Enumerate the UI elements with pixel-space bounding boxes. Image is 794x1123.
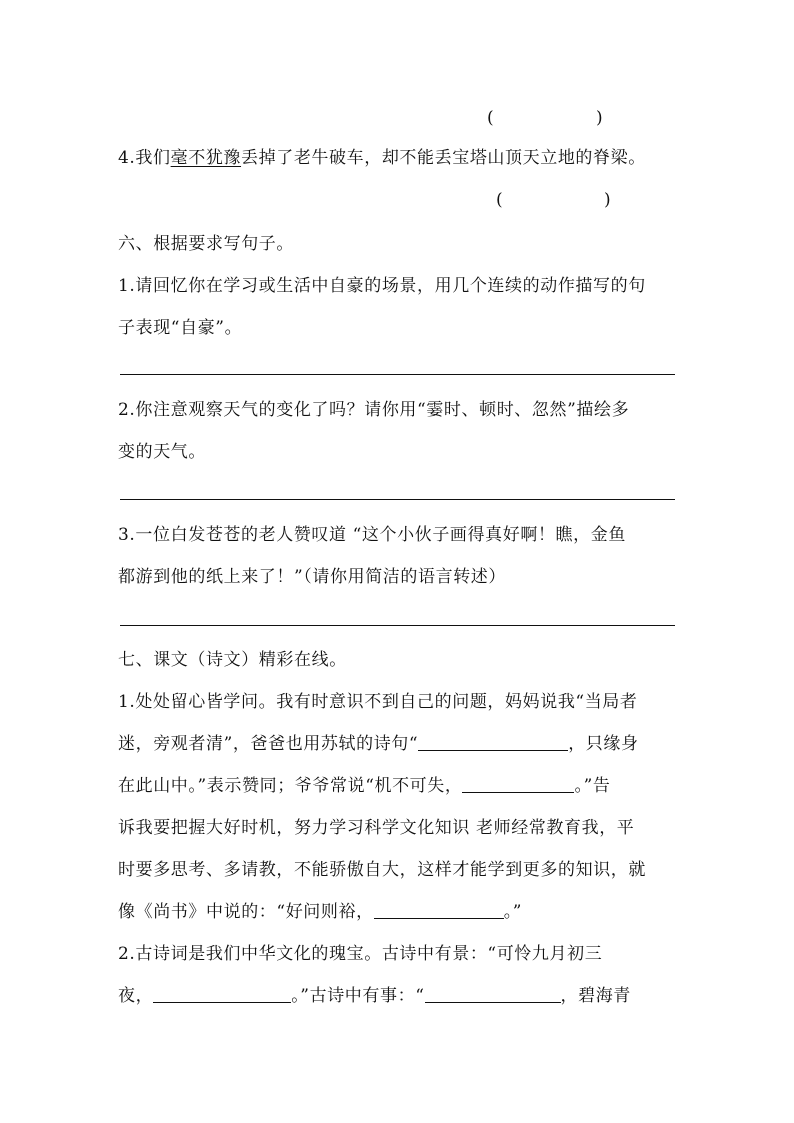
section-7-heading: 七、课文（诗文）精彩在线。	[118, 650, 347, 670]
answer-paren-open: (	[487, 108, 494, 128]
fill-blank[interactable]	[374, 902, 504, 919]
s7-p1-line4: 诉我要把握大好时机，努力学习科学文化知识 老师经常教育我，平	[118, 818, 635, 838]
question-4	[118, 148, 646, 168]
s6-item1-line2: 子表现“自豪”。	[118, 318, 243, 338]
s7-p2-line2-text-a: 夜，	[118, 986, 154, 1006]
s6-item3-line2: 都游到他的纸上来了！”（请你用简洁的语言转述）	[118, 567, 506, 587]
fill-blank[interactable]	[425, 986, 561, 1003]
s6-item1-line1: 1.请回忆你在学习或生活中自豪的场景，用几个连续的动作描写的句	[118, 276, 646, 296]
s7-p1-line6-text-b: 。”	[503, 902, 523, 922]
s7-p1-line2-text-b: ，只缘身	[568, 734, 639, 754]
fill-blank[interactable]	[153, 986, 291, 1003]
answer-paren-close: )	[604, 190, 611, 210]
s7-p2-line2-text-c: ，碧海青	[560, 986, 631, 1006]
question-4-suffix: 丢掉了老牛破车，却不能丢宝塔山顶天立地的脊梁。	[241, 148, 646, 168]
answer-paren-close: )	[596, 108, 603, 128]
underlined-phrase: 毫不犹豫	[170, 148, 242, 168]
s6-item2-line2: 变的天气。	[118, 442, 206, 462]
s7-p1-line3	[118, 776, 610, 796]
s7-p1-line1: 1.处处留心皆学问。我有时意识不到自己的问题，妈妈说我“当局者	[118, 692, 638, 712]
s7-p2-line2	[118, 986, 631, 1006]
fill-blank[interactable]	[462, 776, 574, 793]
section-6-heading: 六、根据要求写句子。	[118, 234, 294, 254]
answer-line[interactable]	[120, 625, 675, 626]
s7-p1-line6-text-a: 像《尚书》中说的：“好问则裕，	[118, 902, 374, 922]
fill-blank[interactable]	[418, 734, 568, 751]
s7-p1-line2	[118, 734, 639, 754]
answer-line[interactable]	[120, 499, 675, 500]
s6-item2-line1: 2.你注意观察天气的变化了吗？请你用“霎时、顿时、忽然”描绘多	[118, 400, 630, 420]
s7-p1-line3-text-b: 。”告	[574, 776, 611, 796]
answer-line[interactable]	[120, 374, 675, 375]
s7-p2-line1: 2.古诗词是我们中华文化的瑰宝。古诗中有景：“可怜九月初三	[118, 944, 603, 964]
s6-item3-line1: 3.一位白发苍苍的老人赞叹道 “这个小伙子画得真好啊！瞧，金鱼	[118, 525, 626, 545]
s7-p1-line2-text-a: 迷，旁观者清”，爸爸也用苏轼的诗句“	[118, 734, 419, 754]
question-4-prefix: 4.我们	[118, 148, 171, 168]
s7-p1-line6	[118, 902, 522, 922]
s7-p1-line3-text-a: 在此山中。”表示赞同；爷爷常说“机不可失，	[118, 776, 463, 796]
answer-paren-open: (	[496, 190, 503, 210]
s7-p1-line5: 时要多思考、多请教，不能骄傲自大，这样才能学到更多的知识，就	[118, 860, 646, 880]
s7-p2-line2-text-b: 。”古诗中有事：“	[291, 986, 425, 1006]
